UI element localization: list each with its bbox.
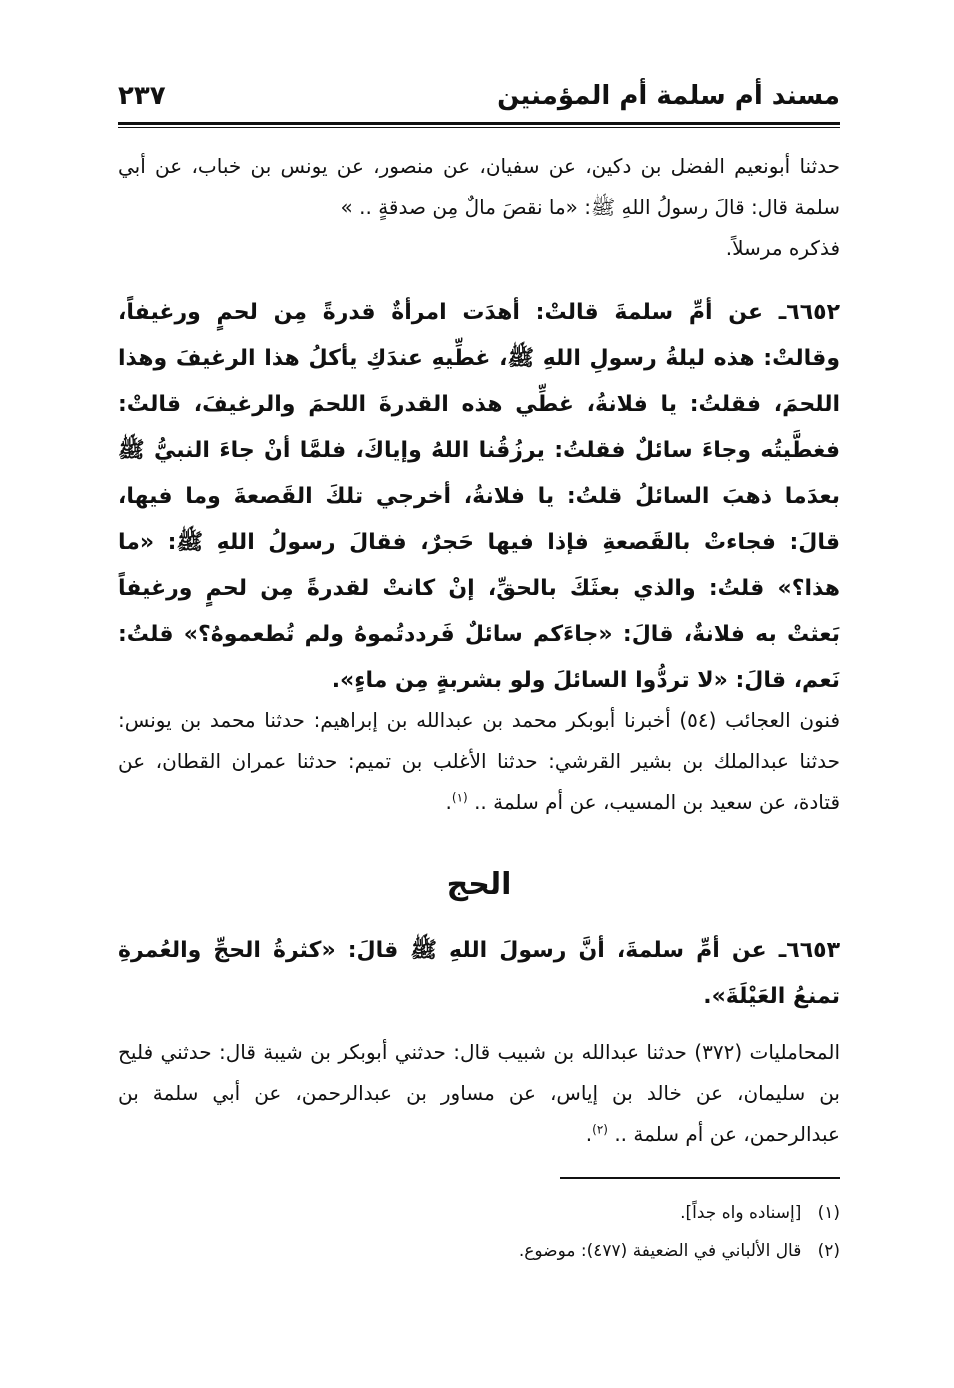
footnote-2-number: (٢) [817,1241,840,1261]
footnote-1-number: (١) [817,1203,840,1223]
hadith-6652-source-text: فنون العجائب (٥٤) أخبرنا أبوبكر محمد بن عبدالله بن إبراهيم: حدثنا محمد بن يونس: حدثنا عبدالملك بن بشير القرشي: حدثنا الأغلب بن تميم: حدثنا عمران القطان، عن قتادة، عن سعيد بن المسيب، عن أم سلمة .. [118,708,841,814]
header-rule-thin [118,127,840,128]
hadith-6653-text: ٦٦٥٣ـ عن أمِّ سلمةَ، أنَّ رسولَ اللهِ ﷺ قالَ: «كثرةُ الحجِّ والعُمرةِ تمنعُ العَيْلَةَ». [118,938,840,1009]
intro-note: فذكره مرسلاً. [725,236,840,260]
hadith-6652-source: فنون العجائب (٥٤) أخبرنا أبوبكر محمد بن عبدالله بن إبراهيم: حدثنا محمد بن يونس: حدثنا عبدالملك بن بشير القرشي: حدثنا الأغلب بن تميم: حدثنا عمران القطان، عن قتادة، عن سعيد بن المسيب، عن أم سلمة .. $^{(١)}$. [118,708,841,814]
running-title: مسند أم سلمة أم المؤمنين [497,81,840,111]
hadith-6653-source: المحامليات (٣٧٢) حدثنا عبدالله بن شبيب قال: حدثني أبوبكر بن شيبة قال: حدثني فليح بن سليمان، عن خالد بن إياس، عن مساور بن عبدالرحمن، عن أبي سلمة بن عبدالرحمن، عن أم سلمة .. $^{(٢)}$. [118,1040,840,1146]
header-rule-thick [118,122,840,125]
hadith-6653 [118,928,840,1020]
intro-isnad-text: حدثنا أبونعيم الفضل بن دكين، عن سفيان، عن منصور، عن يونس بن خباب، عن أبي سلمة قال: قالَ رسولُ اللهِ ﷺ: «ما نقصَ مالٌ مِن صدقةٍ .. » [118,154,840,219]
footnote-ref-1[interactable]: (١) [451,790,468,805]
footnote-2 [118,1236,840,1266]
footnote-separator [560,1177,840,1179]
footnote-1 [118,1198,840,1228]
hadith-6653-source-text: المحامليات (٣٧٢) حدثنا عبدالله بن شبيب قال: حدثني أبوبكر بن شيبة قال: حدثني فليح بن سليمان، عن خالد بن إياس، عن مساور بن عبدالرحمن، عن أبي سلمة بن عبدالرحمن، عن أم سلمة .. [118,1040,840,1146]
page-number: ٢٣٧ [118,81,166,111]
hadith-6652-text: ٦٦٥٢ـ عن أمِّ سلمةَ قالتْ: أهدَت امرأةٌ قدرةً مِن لحمٍ ورغيفاً، وقالتْ: هذه ليلةُ رسولِ اللهِ ﷺ، غطِّيهِ عندَكِ يأكلُ هذا الرغيفَ وهذا اللحمَ، فقلتُ: يا فلانةُ، غطِّي هذه القدرةَ اللحمَ والرغيفَ، قالتْ: فغطَّيتُه وجاءَ سائلٌ فقلتُ: يرزُقُنا اللهُ وإياكَ، فلمَّا أنْ جاءَ النبيُّ ﷺ بعدَما ذهبَ السائلُ قلتُ: يا فلانةُ، أخرجي تلكَ القَصعةَ وما فيها، قالَ: فجاءتْ بالقَصعةِ فإذا فيها حَجرٌ، فقالَ رسولُ اللهِ ﷺ: «ما هذا؟» قلتُ: والذي بعثَكَ بالحقِّ، إنْ كانتْ لقدرةً مِن لحمٍ ورغيفاً بَعثتْ به فلانةٌ، قالَ: «جاءَكم سائلٌ فَرددتُموهُ ولم تُطعموهُ؟» قلتُ: نَعم، قالَ: «لا تردُّوا السائلَ ولو بشربةٍ مِن ماءٍ». [118,300,840,693]
section-title-hajj: الحج [446,867,512,902]
page-header [118,78,840,118]
footnote-1-text: [إسناده واه جداً]. [680,1203,802,1223]
hadith-6652 [118,290,840,704]
footnote-2-text: قال الألباني في الضعيفة (٤٧٧): موضوع. [518,1241,802,1261]
intro-isnad [118,146,840,269]
footnote-ref-2[interactable]: (٢) [592,1122,608,1137]
